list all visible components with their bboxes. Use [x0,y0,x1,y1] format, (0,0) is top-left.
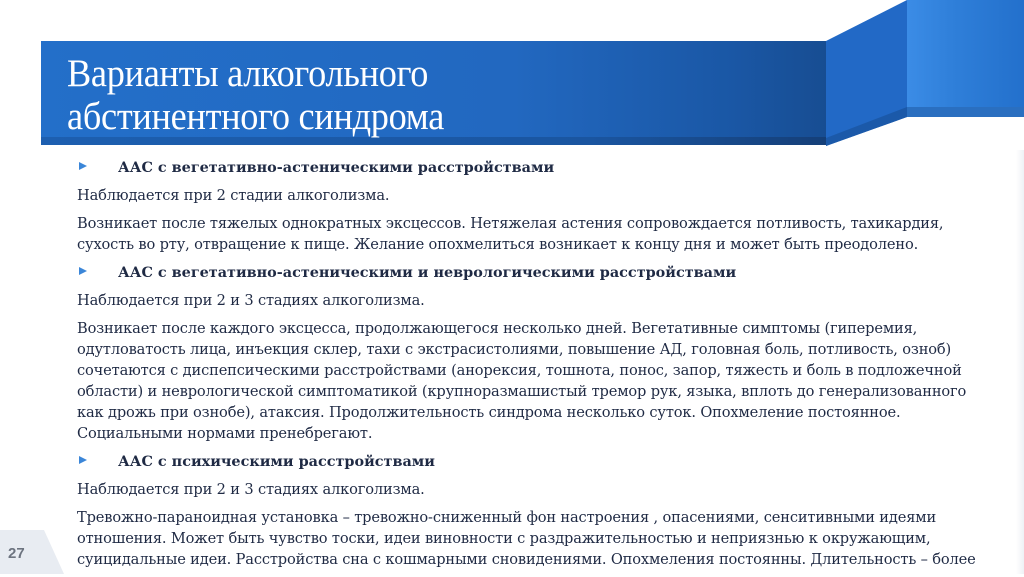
section-vegetative-asthenic [77,157,987,255]
page-number: 27 [8,545,25,562]
slide-title [67,52,755,138]
section-description: Возникает после каждого эксцесса, продолжающегося несколько дней. Вегетативные симптомы (гиперемия, одутловатость лица, инъекция склер, тахи с экстрасистолиями, повышение АД, головная боль, потливость, озноб) сочетаются с диспепсическими расстройствами (анорексия, тошнота, понос, запор, тяжесть и боль в подложечной области) и неврологической симптоматикой (крупноразмашистый тремор рук, языка, вплоть до генерализованного как дрожь при ознобе), атаксия. Продолжительность синдрома несколько суток. Опохмеление постоянное. Социальными нормами пренебрегают. [77,320,967,442]
section-heading-text: ААС с вегетативно-астеническими и неврологическими расстройствами [118,264,737,281]
section-stage: Наблюдается при 2 и 3 стадиях алкоголизма. [77,292,425,309]
right-edge-shade [1016,150,1024,574]
section-psychiatric [77,451,987,570]
section-stage: Наблюдается при 2 стадии алкоголизма. [77,187,390,204]
section-heading [77,157,987,179]
title-ribbon-shadow [41,137,827,145]
triangle-bullet-icon [79,162,87,170]
triangle-bullet-icon [79,456,87,464]
slide-content [77,157,987,577]
triangle-bullet-icon [79,267,87,275]
section-description: Возникает после тяжелых однократных эксцессов. Нетяжелая астения сопровождается потливость, тахикардия, сухость во рту, отвращение к пище. Желание опохмелиться возникает к концу дня и может быть преодолено. [77,215,944,253]
section-heading [77,451,987,473]
ribbon-right-panel [907,0,1024,107]
section-heading [77,262,987,284]
section-heading-text: ААС с психическими расстройствами [118,453,435,470]
ribbon-fold-decoration [826,0,908,146]
title-line-2: абстинентного синдрома [67,95,445,138]
section-description: Тревожно-параноидная установка – тревожно-сниженный фон настроения , опасениями, сенситивными идеями отношения. Может быть чувство тоски, идеи виновности с раздражительностью и неприязнью к окружающим, суицидальные идеи. Расстройства сна с кошмарными сновидениями. Опохмеления постоянны. Длительность – более [77,509,976,568]
section-heading-text: ААС с вегетативно-астеническими расстройствами [118,159,555,176]
title-line-1: Варианты алкогольного [67,52,429,95]
section-stage: Наблюдается при 2 и 3 стадиях алкоголизма. [77,481,425,498]
section-vegetative-neurological [77,262,987,444]
ribbon-right-shadow [907,107,1024,117]
page-number-tab-slant [44,530,64,574]
